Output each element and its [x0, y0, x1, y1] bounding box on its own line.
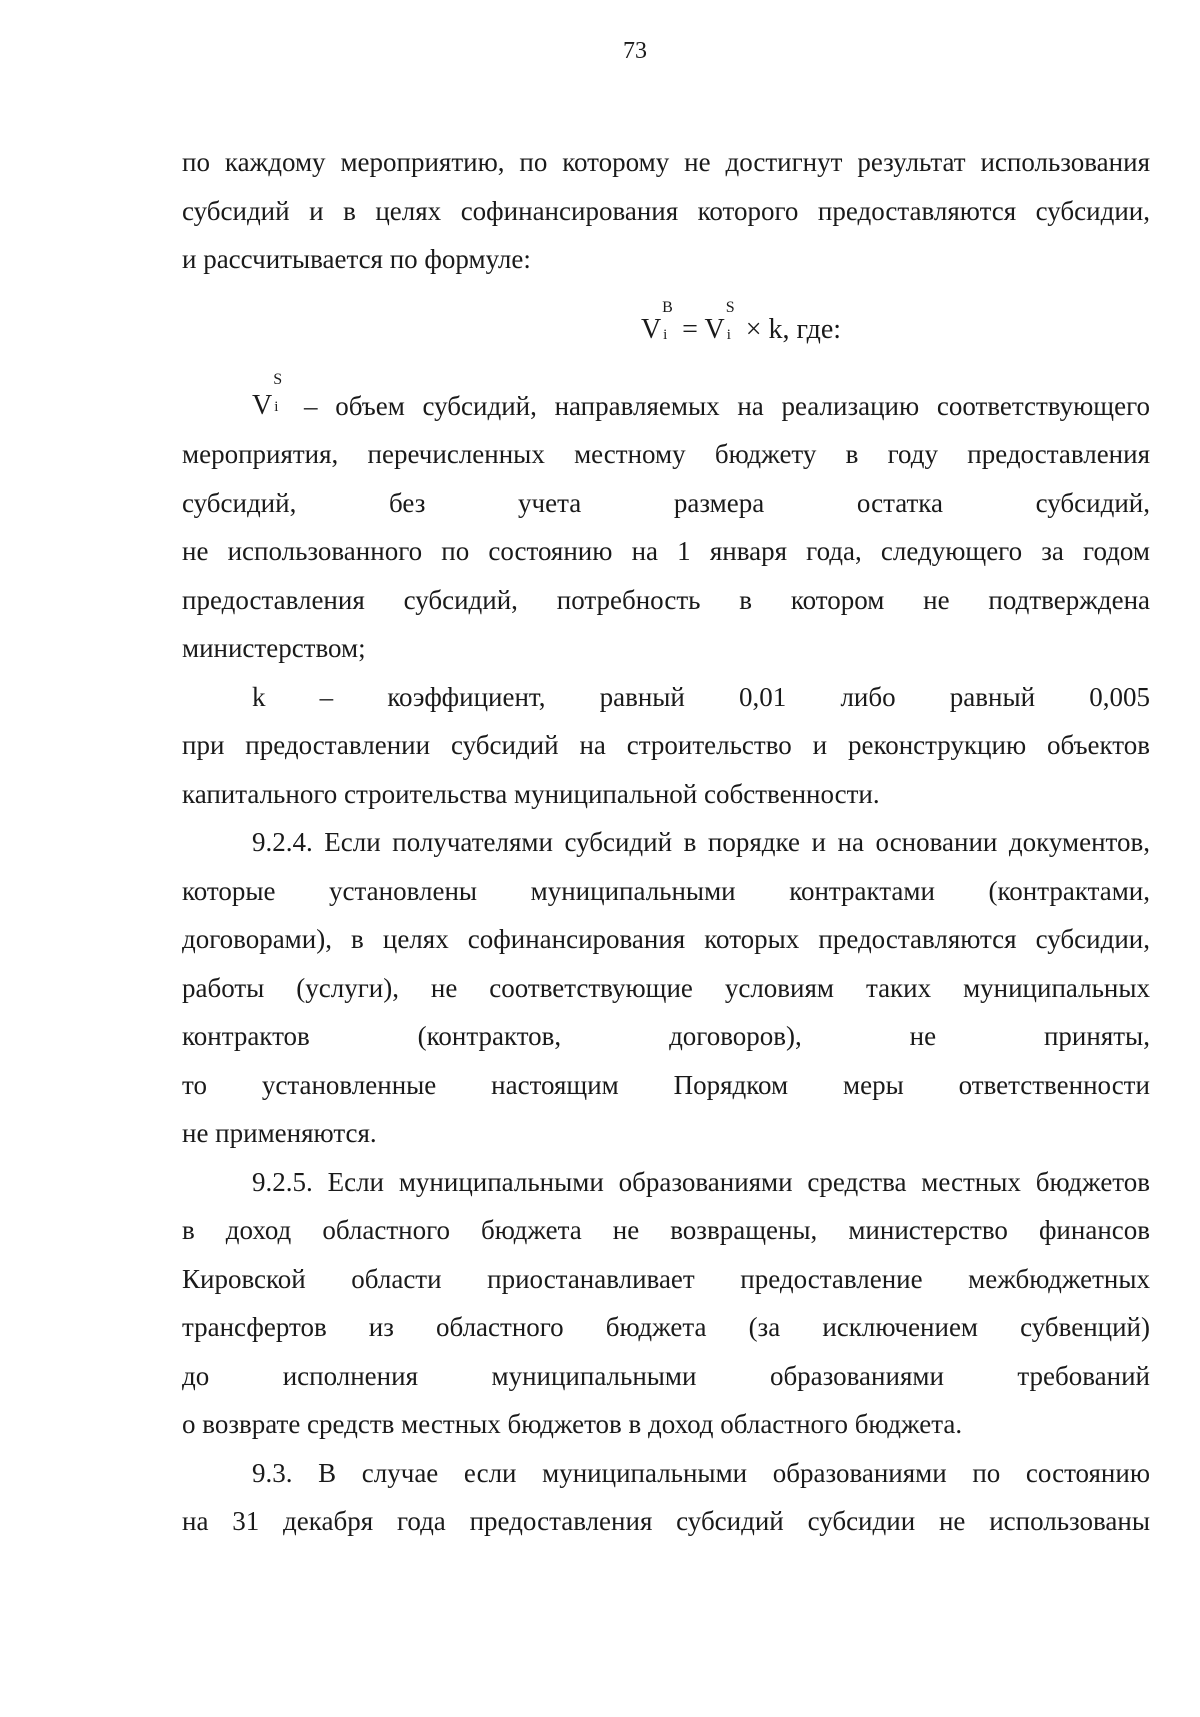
page-number: 73 — [623, 38, 647, 64]
definition-v-superscript: S — [273, 370, 283, 388]
word: образованиями — [769, 1360, 944, 1391]
text-line-content: в доход областного бюджета не возвращены, министерство финансов — [182, 1215, 1150, 1245]
text-line — [182, 1497, 1150, 1546]
word: субсидий, — [182, 487, 297, 518]
text-line — [182, 964, 1150, 1013]
text-line — [182, 576, 1150, 625]
word: 0,01 — [739, 681, 787, 712]
formula-lhs-superscript: В — [662, 298, 673, 316]
text-line: о возврате средств местных бюджетов в доход областного бюджета. — [182, 1409, 963, 1439]
formula-tail: × k, где: — [738, 313, 842, 345]
word: Порядком — [673, 1069, 789, 1100]
text-line-content: субсидий и в целях софинансирования которого предоставляются субсидии, — [182, 195, 1150, 226]
formula-rhs-subscript: i — [726, 326, 731, 343]
word: требований — [1017, 1360, 1150, 1391]
text-line-content: трансфертов из областного бюджета (за исключением субвенций) — [182, 1312, 1150, 1342]
text-line — [182, 1158, 1150, 1207]
text-line-content: Кировской области приостанавливает предоставление межбюджетных — [182, 1263, 1150, 1294]
paragraph-intro — [182, 138, 1150, 284]
definition-v-symbol: V — [252, 389, 273, 421]
text-line-spread — [182, 479, 1150, 528]
word: исполнения — [282, 1360, 418, 1391]
text-line-content: при предоставлении субсидий на строительство и реконструкцию объектов — [182, 730, 1150, 760]
text-line-content: которые установлены муниципальными контрактами (контрактами, — [182, 875, 1150, 906]
word: либо — [840, 681, 896, 712]
document-body — [182, 138, 1150, 1546]
word: – — [319, 681, 334, 712]
text-line — [182, 187, 1150, 236]
text-line-content: – объем субсидий, направляемых на реализацию соответствующего — [286, 390, 1150, 421]
text-line-content: договорами), в целях софинансирования которых предоставляются субсидии, — [182, 924, 1150, 954]
word: равный — [599, 681, 685, 712]
word: настоящим — [491, 1069, 619, 1100]
text-line: капитального строительства муниципальной собственности. — [182, 778, 880, 809]
text-line-content: работы (услуги), не соответствующие условиям таких муниципальных — [182, 972, 1150, 1003]
definition-v-indices — [272, 370, 286, 415]
word: равный — [949, 681, 1036, 712]
formula-lhs-symbol: V — [640, 313, 662, 345]
word: учета — [518, 487, 582, 518]
paragraph-9-2-5 — [182, 1158, 1150, 1449]
word: договоров), — [669, 1021, 802, 1051]
text-line — [182, 527, 1150, 576]
word: контрактов — [182, 1021, 310, 1051]
text-line-content: мероприятия, перечисленных местному бюджету в году предоставления — [182, 439, 1150, 469]
definition-v — [182, 370, 1150, 673]
text-line — [182, 138, 1150, 187]
text-line: не применяются. — [182, 1118, 377, 1148]
text-line-content: не использованного по состоянию на 1 января года, следующего за годом — [182, 536, 1150, 566]
word: ответственности — [958, 1069, 1150, 1100]
text-line — [182, 1303, 1150, 1352]
word: коэффициент, — [387, 681, 546, 712]
text-line — [182, 1449, 1150, 1498]
formula-equals: = — [675, 313, 705, 345]
word: не — [909, 1021, 937, 1051]
text-line — [182, 430, 1150, 479]
word: муниципальными — [491, 1360, 697, 1391]
text-line-content: 9.2.5. Если муниципальными образованиями средства местных бюджетов — [252, 1166, 1150, 1197]
text-line: министерством; — [182, 633, 366, 663]
text-line — [182, 1255, 1150, 1304]
text-line-content: по каждому мероприятию, по которому не достигнут результат использования — [182, 147, 1150, 177]
word: остатка — [856, 487, 943, 518]
word: k — [252, 681, 266, 712]
word: (контрактов, — [417, 1021, 562, 1051]
text-line-spread — [182, 1352, 1150, 1401]
paragraph-9-2-4 — [182, 818, 1150, 1158]
text-line: и рассчитывается по формуле: — [182, 244, 531, 274]
word: 0,005 — [1089, 681, 1150, 712]
text-line-content: на 31 декабря года предоставления субсидий субсидии не использованы — [182, 1506, 1150, 1536]
text-line-content: предоставления субсидий, потребность в котором не подтверждена — [182, 584, 1150, 615]
text-line — [182, 721, 1150, 770]
formula-rhs-symbol: V — [704, 313, 725, 345]
text-line — [182, 915, 1150, 964]
word: размера — [673, 487, 765, 518]
paragraph-9-3 — [182, 1449, 1150, 1546]
text-line-spread — [182, 673, 1150, 722]
text-line-content: 9.2.4. Если получателями субсидий в порядке и на основании документов, — [252, 827, 1150, 857]
word: приняты, — [1043, 1021, 1150, 1051]
text-line — [182, 867, 1150, 916]
formula-rhs-indices — [725, 298, 739, 343]
word: без — [389, 487, 426, 518]
definition-k — [182, 673, 1150, 819]
formula-lhs-subscript: i — [663, 326, 668, 343]
text-line-spread — [182, 1061, 1150, 1110]
word: то — [182, 1069, 207, 1100]
formula-lhs-indices — [661, 298, 675, 343]
formula-rhs-superscript: S — [725, 298, 735, 316]
definition-v-subscript: i — [274, 398, 279, 415]
word: меры — [843, 1069, 904, 1100]
text-line-content: 9.3. В случае если муниципальными образованиями по состоянию — [252, 1457, 1150, 1488]
formula — [182, 298, 1150, 358]
text-line — [182, 1206, 1150, 1255]
word: субсидий, — [1035, 487, 1150, 518]
word: установленные — [261, 1069, 437, 1100]
word: до — [182, 1360, 210, 1391]
text-line-spread — [182, 1012, 1150, 1061]
text-line — [182, 370, 1150, 431]
text-line — [182, 818, 1150, 867]
